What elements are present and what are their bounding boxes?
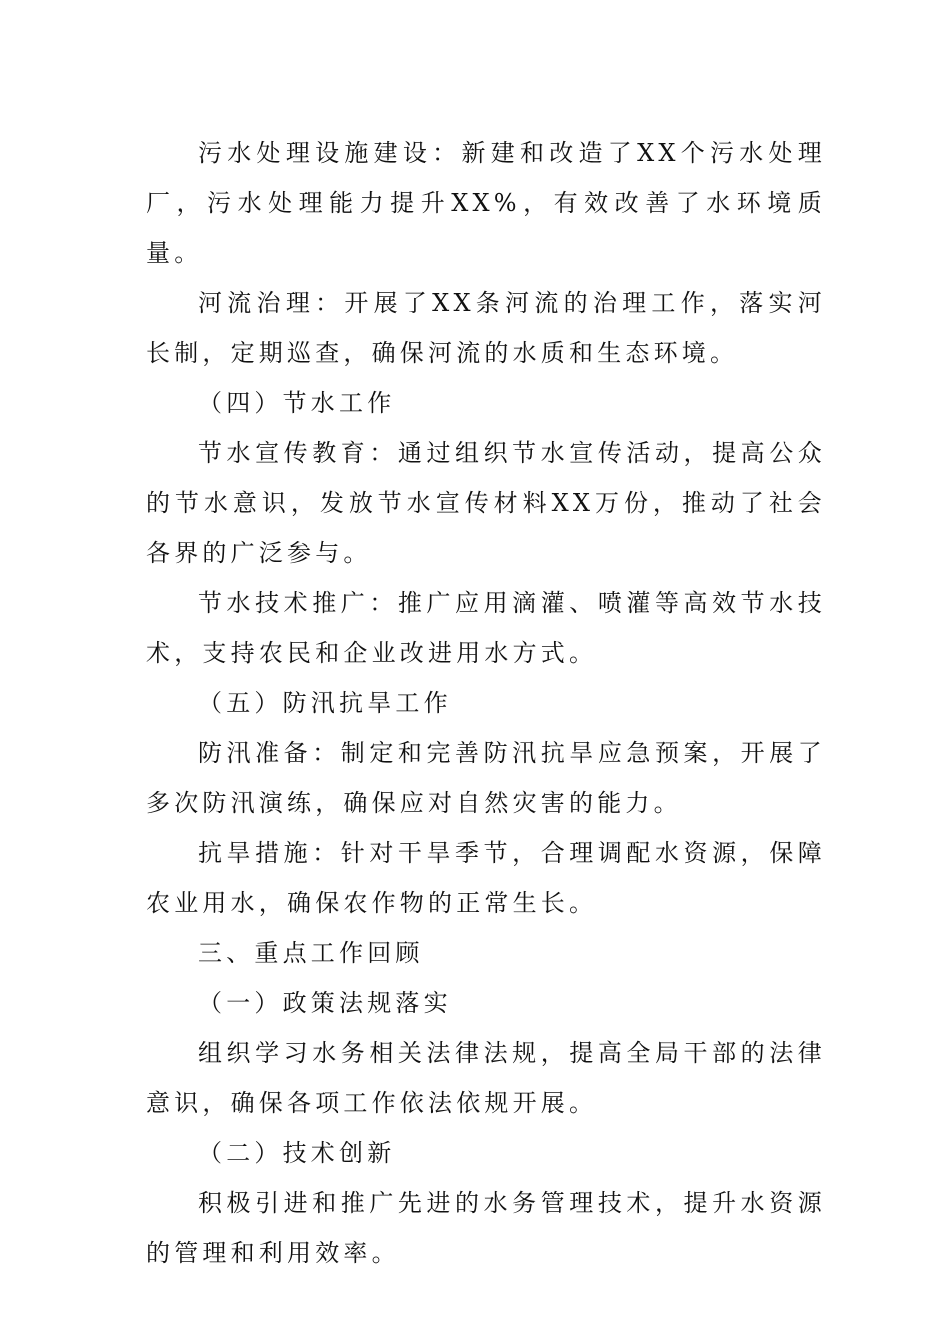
paragraph-water-saving-technology: 节水技术推广：推广应用滴灌、喷灌等高效节水技术，支持农民和企业改进用水方式。	[146, 589, 826, 667]
section-heading-flood-drought: （五）防汛抗旱工作	[198, 689, 452, 717]
paragraph-river-governance: 河流治理：开展了XX条河流的治理工作，落实河长制，定期巡查，确保河流的水质和生态环境。	[146, 289, 826, 367]
paragraph-flood-preparation: 防汛准备：制定和完善防汛抗旱应急预案，开展了多次防汛演练，确保应对自然灾害的能力。	[146, 739, 826, 817]
section-heading-policy-implementation: （一）政策法规落实	[198, 989, 452, 1017]
document-body	[146, 128, 826, 1278]
paragraph-law-study: 组织学习水务相关法律法规，提高全局干部的法律意识，确保各项工作依法依规开展。	[146, 1039, 826, 1117]
paragraph-drought-measures: 抗旱措施：针对干旱季节，合理调配水资源，保障农业用水，确保农作物的正常生长。	[146, 839, 826, 917]
paragraph-tech-introduction: 积极引进和推广先进的水务管理技术，提升水资源的管理和利用效率。	[146, 1189, 826, 1267]
paragraph-water-saving-education: 节水宣传教育：通过组织节水宣传活动，提高公众的节水意识，发放节水宣传材料XX万份，推动了社会各界的广泛参与。	[146, 439, 826, 567]
paragraph-sewage-facilities: 污水处理设施建设：新建和改造了XX个污水处理厂，污水处理能力提升XX%，有效改善了水环境质量。	[146, 139, 826, 267]
section-heading-water-saving: （四）节水工作	[198, 389, 396, 417]
section-heading-key-work-review: 三、重点工作回顾	[198, 939, 424, 967]
section-heading-tech-innovation: （二）技术创新	[198, 1139, 396, 1167]
